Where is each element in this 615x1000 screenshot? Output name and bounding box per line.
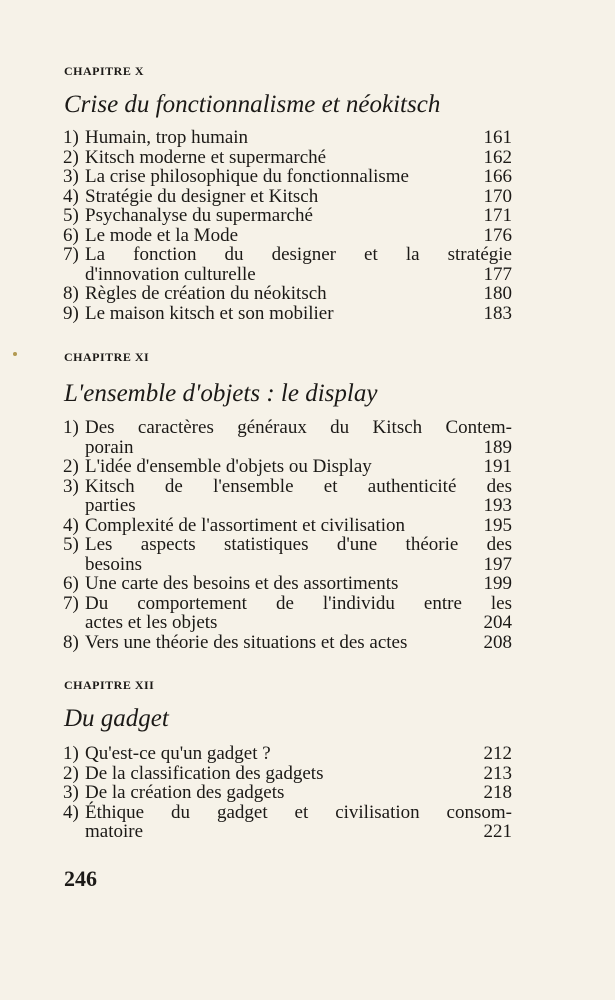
- chapter-title: L'ensemble d'objets : le display: [64, 380, 378, 407]
- entry-page-number: 199: [483, 573, 512, 594]
- entry-title: Kitsch moderne et supermarché: [85, 146, 327, 168]
- toc-entry: [63, 594, 512, 633]
- entry-title: Le mode et la Mode: [85, 224, 239, 246]
- entry-title: Des caractères généraux du Kitsch Contem-: [85, 417, 512, 438]
- entry-page-number: 213: [483, 762, 512, 784]
- entry-page-number: 176: [483, 224, 512, 246]
- chapter-label: CHAPITRE XII: [64, 678, 155, 692]
- toc-entry-line: [63, 594, 512, 614]
- entry-page-number: 193: [483, 495, 512, 516]
- toc-entry-line: [63, 226, 512, 246]
- toc-entry: [63, 477, 512, 516]
- toc-entry: [63, 128, 512, 148]
- entry-page-number: 162: [483, 146, 512, 168]
- entry-number: 1): [63, 743, 79, 764]
- chapter-title: Crise du fonctionnalisme et néokitsch: [64, 91, 441, 118]
- toc-entry-line: [63, 822, 512, 842]
- entry-number: 7): [63, 244, 79, 265]
- toc-entry: [63, 516, 512, 536]
- toc-entry-line: [63, 418, 512, 438]
- entry-number: 5): [63, 205, 79, 226]
- toc-entry-line: [63, 764, 512, 784]
- entry-title: porain: [85, 436, 134, 458]
- toc-entry: [63, 535, 512, 574]
- entry-title: La crise philosophique du fonctionnalisme: [85, 166, 409, 187]
- toc-entry-line: [63, 304, 512, 324]
- toc-entry-line: [63, 803, 512, 823]
- entry-title: Complexité de l'assortiment et civilisation: [85, 514, 406, 536]
- entry-number: 4): [63, 514, 79, 536]
- toc-list: [63, 418, 512, 652]
- entry-number: 1): [63, 127, 79, 148]
- entry-title: Les aspects statistiques d'une théorie des: [85, 534, 512, 555]
- entry-title: Une carte des besoins et des assortiments: [85, 573, 399, 594]
- entry-page-number: 197: [483, 553, 512, 575]
- entry-page-number: 212: [483, 743, 512, 764]
- toc-entry-line: [63, 633, 512, 653]
- entry-page-number: 208: [483, 631, 512, 653]
- toc-entry-line: [63, 574, 512, 594]
- toc-entry: [63, 245, 512, 284]
- entry-title: Stratégie du designer et Kitsch: [85, 185, 319, 207]
- entry-page-number: 171: [483, 205, 512, 226]
- entry-title: d'innovation culturelle: [85, 263, 256, 285]
- page-number: 246: [64, 866, 97, 891]
- entry-title: De la classification des gadgets: [85, 762, 324, 784]
- toc-entry-line: [63, 744, 512, 764]
- entry-title: Du comportement de l'individu entre les: [85, 592, 512, 614]
- toc-entry-line: [63, 148, 512, 168]
- entry-page-number: 221: [483, 821, 512, 842]
- entry-title: Règles de création du néokitsch: [85, 283, 327, 304]
- toc-entry-line: [63, 245, 512, 265]
- toc-entry: [63, 167, 512, 187]
- entry-page-number: 189: [483, 436, 512, 458]
- toc-entry-line: [63, 457, 512, 477]
- toc-entry: [63, 226, 512, 246]
- entry-page-number: 204: [483, 612, 512, 633]
- toc-entry-line: [63, 187, 512, 207]
- toc-entry-line: [63, 438, 512, 458]
- entry-page-number: 191: [483, 456, 512, 477]
- entry-title: actes et les objets: [85, 612, 218, 633]
- chapter-label: CHAPITRE X: [64, 64, 145, 78]
- entry-number: 4): [63, 185, 79, 207]
- toc-entry: [63, 744, 512, 764]
- entry-number: 3): [63, 782, 79, 803]
- entry-page-number: 195: [483, 514, 512, 536]
- entry-number: 2): [63, 762, 79, 784]
- toc-entry-line: [63, 206, 512, 226]
- toc-entry-line: [63, 284, 512, 304]
- toc-entry: [63, 187, 512, 207]
- toc-entry: [63, 284, 512, 304]
- toc-list: [63, 744, 512, 842]
- toc-entry-line: [63, 477, 512, 497]
- entry-title: Éthique du gadget et civilisation consom-: [85, 801, 512, 823]
- toc-entry: [63, 633, 512, 653]
- toc-entry: [63, 574, 512, 594]
- entry-title: Kitsch de l'ensemble et authenticité des: [85, 475, 512, 497]
- toc-entry-line: [63, 535, 512, 555]
- entry-page-number: 180: [483, 283, 512, 304]
- entry-title: Psychanalyse du supermarché: [85, 205, 313, 226]
- entry-number: 3): [63, 475, 79, 497]
- entry-page-number: 166: [483, 166, 512, 187]
- entry-number: 6): [63, 224, 79, 246]
- entry-page-number: 161: [483, 127, 512, 148]
- toc-entry-line: [63, 128, 512, 148]
- toc-entry: [63, 418, 512, 457]
- chapter-label: CHAPITRE XI: [64, 350, 150, 364]
- toc-list: [63, 128, 512, 323]
- toc-entry: [63, 803, 512, 842]
- entry-number: 3): [63, 166, 79, 187]
- entry-page-number: 218: [483, 782, 512, 803]
- toc-entry: [63, 304, 512, 324]
- entry-page-number: 177: [483, 263, 512, 285]
- toc-entry: [63, 206, 512, 226]
- toc-entry-line: [63, 516, 512, 536]
- entry-title: La fonction du designer et la stratégie: [85, 244, 512, 265]
- entry-number: 7): [63, 592, 79, 614]
- entry-title: Le maison kitsch et son mobilier: [85, 302, 334, 324]
- entry-title: Humain, trop humain: [85, 127, 249, 148]
- toc-entry: [63, 148, 512, 168]
- entry-number: 9): [63, 302, 79, 324]
- toc-entry-line: [63, 265, 512, 285]
- entry-number: 2): [63, 146, 79, 168]
- entry-title: besoins: [85, 553, 142, 575]
- entry-title: L'idée d'ensemble d'objets ou Display: [85, 456, 372, 477]
- entry-number: 4): [63, 801, 79, 823]
- toc-entry: [63, 764, 512, 784]
- entry-number: 8): [63, 631, 79, 653]
- paper-speck: [13, 352, 17, 356]
- toc-entry-line: [63, 555, 512, 575]
- toc-entry: [63, 783, 512, 803]
- entry-title: parties: [85, 495, 136, 516]
- entry-number: 5): [63, 534, 79, 555]
- toc-entry: [63, 457, 512, 477]
- entry-title: matoire: [85, 821, 144, 842]
- entry-number: 1): [63, 417, 79, 438]
- entry-number: 8): [63, 283, 79, 304]
- chapter-title: Du gadget: [64, 705, 169, 732]
- entry-title: Vers une théorie des situations et des actes: [85, 631, 408, 653]
- entry-title: De la création des gadgets: [85, 782, 285, 803]
- toc-entry-line: [63, 613, 512, 633]
- toc-entry-line: [63, 496, 512, 516]
- toc-entry-line: [63, 167, 512, 187]
- toc-entry-line: [63, 783, 512, 803]
- entry-number: 2): [63, 456, 79, 477]
- entry-page-number: 183: [483, 302, 512, 324]
- entry-number: 6): [63, 573, 79, 594]
- entry-page-number: 170: [483, 185, 512, 207]
- entry-title: Qu'est-ce qu'un gadget ?: [85, 743, 271, 764]
